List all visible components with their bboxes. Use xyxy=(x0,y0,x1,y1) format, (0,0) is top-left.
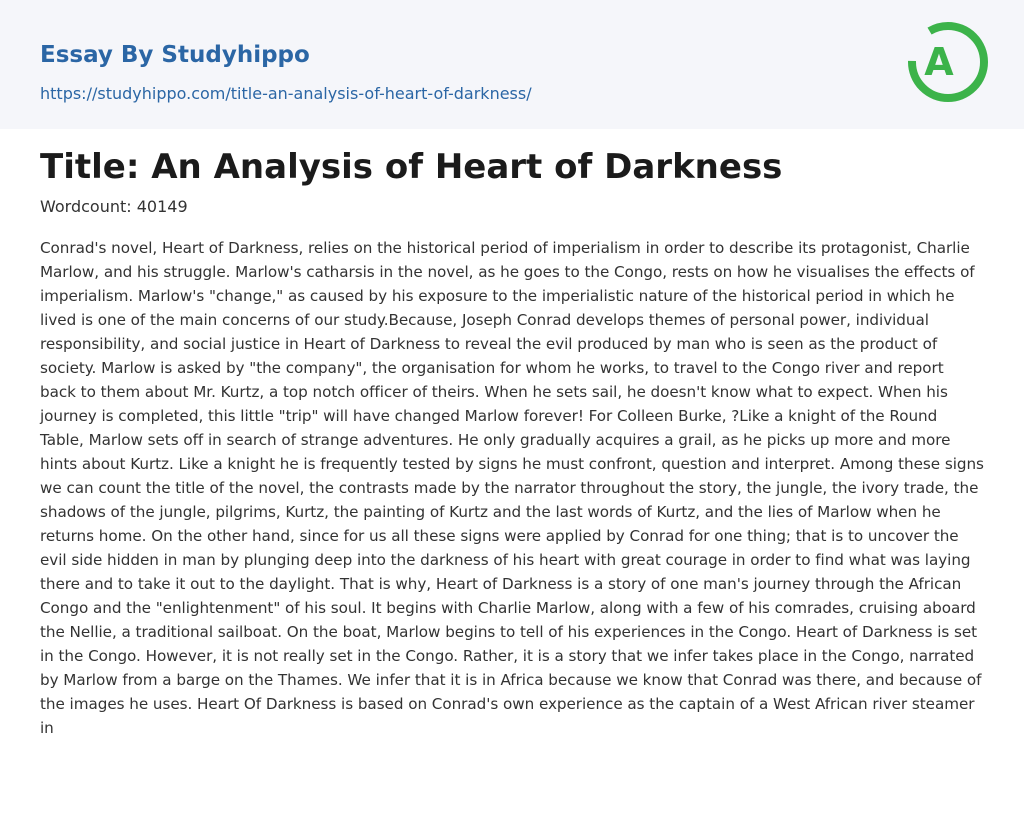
essay-title: Title: An Analysis of Heart of Darkness xyxy=(40,147,783,187)
page-url-link[interactable]: https://studyhippo.com/title-an-analysis-of-heart-of-darkness/ xyxy=(40,84,532,103)
site-brand[interactable]: Essay By Studyhippo xyxy=(40,42,310,68)
wordcount xyxy=(40,196,984,218)
essay-body: Conrad's novel, Heart of Darkness, relies on the historical period of imperialism in order to describe its protagonist, Charlie Marlow, and his struggle. Marlow's catharsis in the novel, as he goes to the Congo, rests on how he visualises the effects of imperialism. Marlow's "change," as caused by his exposure to the imperialistic nature of the historical period in which he lived is one of the main concerns of our study.Because, Joseph Conrad develops themes of personal power, individual responsibility, and social justice in Heart of Darkness to reveal the evil produced by man who is seen as the product of society. Marlow is asked by "the company", the organisation for whom he works, to travel to the Congo river and report back to them about Mr. Kurtz, a top notch officer of theirs. When he sets sail, he doesn't know what to expect. When his journey is completed, this little "trip" will have changed Marlow forever! For Colleen Burke, ?Like a knight of the Round Table, Marlow sets off in search of strange adventures. He only gradually acquires a grail, as he picks up more and more hints about Kurtz. Like a knight he is frequently tested by signs he must confront, question and interpret. Among these signs we can count the title of the novel, the contrasts made by the narrator throughout the story, the jungle, the ivory trade, the shadows of the jungle, pilgrims, Kurtz, the painting of Kurtz and the last words of Kurtz, and the lies of Marlow when he returns home. On the other hand, since for us all these signs were applied by Conrad for one thing; that is to uncover the evil side hidden in man by plunging deep into the darkness of his heart with great courage in order to find what was laying there and to take it out to the daylight. That is why, Heart of Darkness is a story of one man's journey through the African Congo and the "enlightenment" of his soul. It begins with Charlie Marlow, along with a few of his comrades, cruising aboard the Nellie, a traditional sailboat. On the boat, Marlow begins to tell of his experiences in the Congo. Heart of Darkness is set in the Congo. However, it is not really set in the Congo. Rather, it is a story that we infer takes place in the Congo, narrated by Marlow from a barge on the Thames. We infer that it is in Africa because we know that Conrad was there, and because of the images he uses. Heart Of Darkness is based on Conrad's own experience as the captain of a West African river steamer in xyxy=(40,239,984,737)
site-header xyxy=(0,0,1024,129)
logo-letter: A xyxy=(924,40,954,84)
wordcount-label: Wordcount: xyxy=(40,197,137,216)
essay-content xyxy=(40,144,984,755)
wordcount-value: 40149 xyxy=(136,197,188,216)
logo-icon[interactable] xyxy=(906,19,990,105)
